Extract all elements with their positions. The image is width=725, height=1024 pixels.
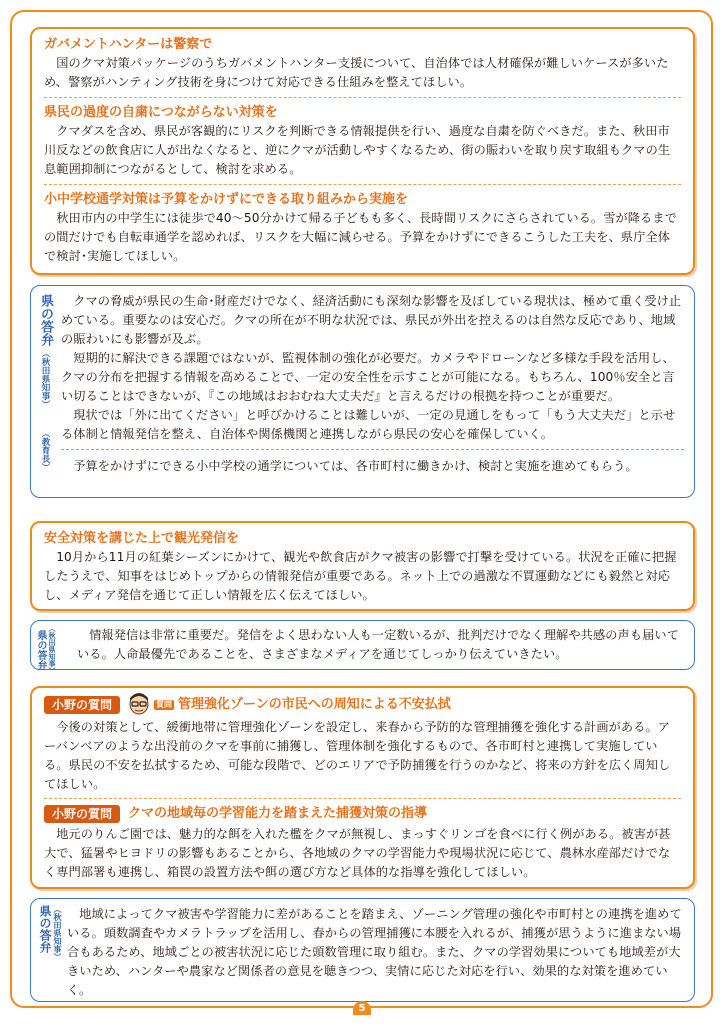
answer-label (35, 625, 75, 674)
body-school-commute: 秋田市内の中学生には徒歩で40～50分かけて帰る子どもも多く、長時間リスクにさらされている。雪が降るまでの間だけでも自転車通学を認めれば、リスクを大幅に減らせる。予算をかけずにできるこうした工夫を、県庁全体で検討･実施してほしい。 (44, 211, 677, 263)
body-government-hunter: 国のクマ対策パッケージのうちガバメントハンター支援について、自治体では人材確保が難しいケースが多いため、警察がハンティング技術を身につけて対応できる仕組みを整えてほしい。 (44, 56, 669, 89)
body-learning-capture: 地元のりんご園では、魅力的な餌を入れた檻をクマが無視し、まっすぐリンゴを食べに行く例がある。被害が甚大で、猛暑やヒヨドリの影響もあることから、各地域のクマの学習能力や現場状況に応じて、農林水産部だけでなく専門部署も連携し、箱罠の設置方法や餌の選び方など具体的な指導を強化してほしい。 (44, 827, 671, 879)
divider (44, 97, 681, 98)
heading-school-commute: 小中学校通学対策は予算をかけずにできる取り組みから実施を (44, 192, 409, 207)
answer-block-1 (30, 285, 695, 498)
answer-label-governor: （秋田県知事） (53, 905, 62, 961)
body-tourism: 10月から11月の紅葉シーズンにかけて、観光や飲食店がクマ被害の影響で打撃を受けている。状況を正確に把握したうえで、知事をはじめトップからの情報発信が重要である。ネット上での過激な不買運動などにも毅然と対応し、メディア発信を通じて正しい情報を広く伝えてほしい。 (44, 550, 677, 602)
answer-block-3 (30, 898, 695, 1002)
answer-label (37, 905, 53, 953)
question-badge: 質問 (156, 700, 173, 709)
question-block-3 (30, 686, 695, 889)
answer-label-edu: （教育長） (40, 428, 50, 471)
heading-zone-notice: 管理強化ゾーンの市民への周知による不安払拭 (178, 697, 451, 712)
answer-label-main: 県の答弁 (35, 629, 46, 670)
question-header-1 (44, 692, 681, 718)
answer-label-governor: （秋田県知事） (40, 349, 50, 409)
question-header-2 (44, 803, 681, 825)
answer-block-2 (30, 620, 695, 674)
divider (44, 184, 681, 185)
body-answer-2: 情報発信は非常に重要だ。発信をよく思わない人も一定数いるが、批判だけでなく理解や共感の声も届いている。人命最優先であることを、さまざまなメディアを通じてしっかり伝えていきたい。 (77, 628, 679, 661)
governor-paragraph-3: 現状では「外に出てください」と呼びかけることは難しいが、一定の見通しをもって「もう大丈夫だ」と示せる体制と情報発信を整え、自治体や関係機関と連携しながら県民の安心を確保していく。 (61, 408, 676, 441)
body-zone-notice: 今後の対策として、緩衝地帯に管理強化ゾーンを設定し、来春から予防的な管理捕獲を強化する計画がある。アーバンベアのような出没前のクマを事前に捕獲し、管理体制を強化するもので、各市町村と連携して実施している。県民の不安を払拭するため、可能な段階で、どのエリアで予防捕獲を行うのかなど、将来の方針を広く周知してほしい。 (44, 720, 671, 791)
ono-question-tag: 小野の質問 (44, 805, 120, 823)
ono-question-tag: 小野の質問 (44, 696, 120, 714)
governor-paragraph-1: クマの脅威が県民の生命･財産だけでなく、経済活動にも深刻な影響を及ぼしている現状は、極めて重く受け止めている。重要なのは安心だ。クマの所在が不明な状況では、県民が外出を控えるのは自然な反応であり、地域の賑わいにも影響が及ぶ。 (61, 294, 682, 346)
body-answer-3: 地域によってクマ被害や学習能力に差があることを踏まえ、ゾーニング管理の強化や市町村との連携を進めている。頭数調査やカメラトラップを活用し、春からの管理捕獲に本腰を入れるが、捕獲が思うように進まない場合もあるため、地域ごとの被害状況に応じた頭数管理に取り組む。また、クマの学習効果についても地域差が大きいため、ハンターや農家など関係者の意見を聴きつつ、実情に応じた対応を行い、効果的な対策を進めていく。 (67, 907, 682, 997)
answer-text-2 (77, 626, 684, 664)
body-avoid-overrestraint: クマダスを含め、県民が客観的にリスクを判断できる情報提供を行い、過度な自粛を防ぐべきだ。また、秋田市川反などの飲食店に人が出なくなると、逆にクマが活動しやすくなるため、街の賑わいを取り戻す取組もクマの生息範囲抑制につながるとして、検討を求める。 (44, 124, 671, 176)
heading-learning-capture: クマの地域毎の学習能力を踏まえた捕獲対策の指導 (128, 806, 428, 821)
answer-text-1 (61, 292, 684, 476)
question-block-2 (30, 521, 695, 611)
answer-label (37, 294, 53, 471)
page-number: 5 (353, 1001, 371, 1015)
heading-tourism: 安全対策を講じた上で観光発信を (44, 531, 240, 546)
edu-paragraph: 予算をかけずにできる小中学校の通学については、各市町村に働きかけ、検討と実施を進めてもらう。 (73, 459, 638, 473)
divider (61, 449, 684, 450)
divider (44, 798, 681, 799)
governor-paragraph-2: 短期的に解決できる課題ではないが、監視体制の強化が必要だ。カメラやドローンなど多様な手段を活用し、クマの分布を把握する情報を高めることで、一定の安全性を示すことが可能になる。もちろん、100％安全と言い切ることはできないが、『この地域はおおむね大丈夫だ』と言えるだけの根拠を持つことが重要だ。 (61, 351, 675, 403)
heading-government-hunter: ガバメントハンターは警察で (44, 37, 213, 52)
answer-text-3 (67, 905, 684, 1000)
ono-avatar-icon (126, 691, 152, 719)
answer-label-governor: （秋田県知事） (48, 625, 56, 674)
question-block-1 (30, 27, 695, 275)
answer-label-main: 県の答弁 (38, 294, 53, 346)
answer-label-main: 県の答弁 (38, 905, 52, 953)
heading-avoid-overrestraint: 県民の過度の自粛につながらない対策を (44, 105, 278, 120)
